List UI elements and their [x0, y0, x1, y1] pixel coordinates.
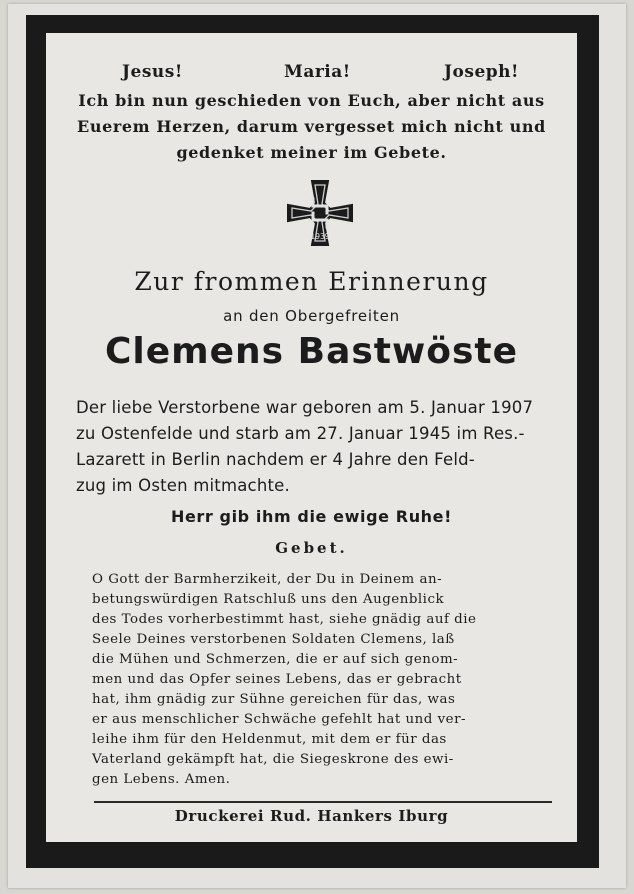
invocation-maria: Maria!: [284, 62, 351, 82]
bio-line: zug im Osten mitmachte.: [76, 476, 290, 495]
prayer-line: er aus menschlicher Schwäche gefehlt hat und ver-: [92, 712, 467, 727]
bio-line: Lazarett in Berlin nachdem er 4 Jahre den Feld-: [76, 450, 475, 469]
prayer-line: leihe ihm für den Heldenmut, mit dem er für das: [92, 732, 447, 747]
motto-line: Euerem Herzen, darum vergesset mich nicht und: [77, 117, 546, 136]
deceased-name: Clemens Bastwöste: [104, 331, 519, 372]
bio-line: Der liebe Verstorbene war geboren am 5. Januar 1907: [76, 398, 534, 417]
invocation-jesus: Jesus!: [122, 62, 183, 82]
prayer-line: hat, ihm gnädig zur Sühne gereichen für das, was: [92, 692, 456, 707]
prayer-title: Gebet.: [275, 539, 348, 557]
prayer-line: Seele Deines verstorbenen Soldaten Clemens, laß: [92, 632, 455, 647]
heading: Zur frommen Erinnerung: [134, 267, 489, 296]
cross-year: 1939: [310, 232, 330, 241]
prayer-line: des Todes vorherbestimmt hast, siehe gnädig auf die: [92, 612, 477, 627]
prayer-line: gen Lebens. Amen.: [92, 772, 231, 787]
iron-cross-icon: [282, 175, 358, 251]
divider: [94, 801, 552, 803]
printer-imprint: Druckerei Rud. Hankers Iburg: [174, 807, 449, 825]
motto-line: Ich bin nun geschieden von Euch, aber nicht aus: [78, 91, 545, 110]
invocation-joseph: Joseph!: [444, 62, 519, 82]
card-content: [46, 33, 577, 842]
prayer-line: betungswürdigen Ratschluß uns den Augenblick: [92, 592, 445, 607]
rank-line: an den Obergefreiten: [223, 307, 400, 325]
prayer-line: die Mühen und Schmerzen, die er auf sich genom-: [92, 652, 459, 667]
prayer-line: Vaterland gekämpft hat, die Siegeskrone des ewi-: [92, 752, 454, 767]
prayer-line: O Gott der Barmherzikeit, der Du in Deinem an-: [92, 572, 443, 587]
rest-invocation: Herr gib ihm die ewige Ruhe!: [170, 507, 453, 526]
bio-line: zu Ostenfelde und starb am 27. Januar 1945 im Res.-: [76, 424, 525, 443]
motto-line: gedenket meiner im Gebete.: [176, 143, 447, 162]
prayer-line: men und das Opfer seines Lebens, das er gebracht: [92, 672, 462, 687]
